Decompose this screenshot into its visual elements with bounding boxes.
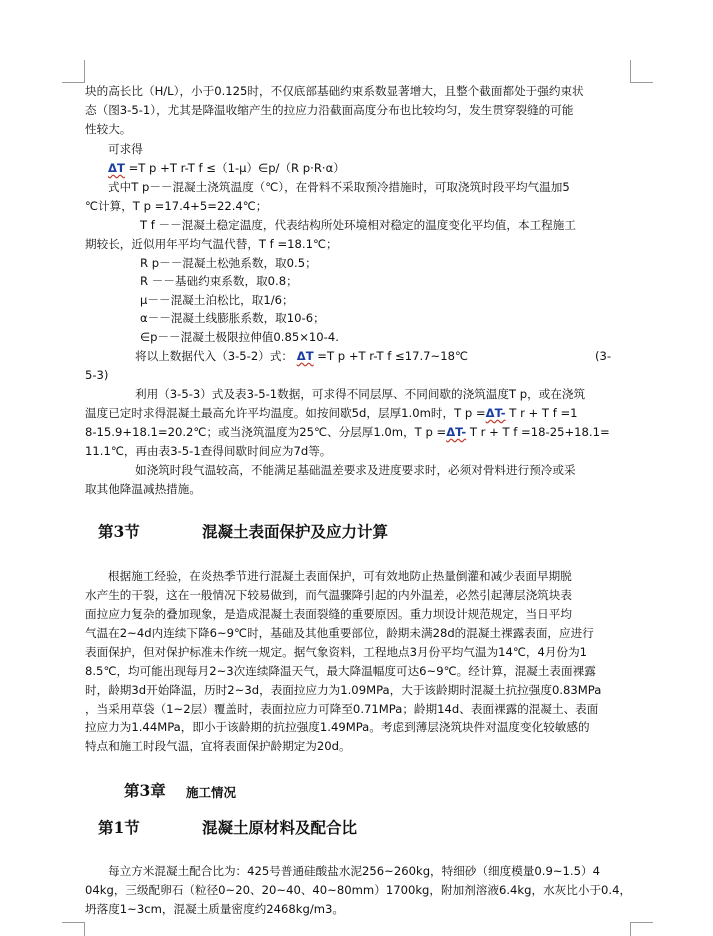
text-line: 性较大。 [85, 122, 132, 136]
crop-mark-top-left [62, 60, 85, 83]
formula-line [135, 347, 468, 366]
text-line: 气温在2~4d内连续下降6~9℃时，基础及其他重要部位，龄期未满28d的混凝土裸露表面，应进行 [85, 626, 594, 640]
text-line: 如浇筑时段气温较高，不能满足基础温差要求及进度要求时，必须对骨料进行预冷或采 [135, 463, 576, 477]
formula-text: =T p +T r-T f ≤（1-μ）∈p/（R p·R·α） [128, 161, 345, 175]
text-line: 利用（3-5-3）式及表3-5-1数据，可求得不同层厚、不同间歇的浇筑温度T p，或在浇筑 [135, 387, 586, 401]
text-line: 11.1℃，再由表3-5-1查得间歇时间应为7d等。 [85, 444, 332, 458]
delta-t-symbol: ΔT- [446, 425, 467, 439]
formula-text: =T p +T r-T f ≤17.7~18℃ [317, 349, 468, 363]
formula-line [108, 159, 345, 178]
text-line: 8-15.9+18.1=20.2℃；或当浇筑温度为25℃、分层厚1.0m，T p =ΔT- T r + T f =18-25+18.1= [85, 425, 610, 439]
chapter-number: 第3章 [124, 781, 166, 800]
text-line: 块的高长比（H/L），小于0.125时，不仅底部基础约束系数显著增大，且整个截面都处于强约束状 [85, 84, 584, 98]
crop-mark-bottom-right [630, 922, 653, 936]
delta-t-symbol: ΔT [296, 349, 314, 363]
text-line: 期较长，近似用年平均气温代替，T f =18.1℃； [85, 237, 338, 251]
text-line: 面拉应力复杂的叠加现象，是造成混凝土表面裂缝的重要原因。重力坝设计规范规定，当日平均 [85, 607, 572, 621]
text-line: 04kg，三级配卵石（粒径0~20、20~40、40~80mm）1700kg，附加剂溶液6.4kg，水灰比小于0.4， [85, 883, 632, 897]
section-number: 第1节 [98, 818, 140, 837]
section-title: 混凝土表面保护及应力计算 [202, 522, 389, 541]
section-number: 第3节 [98, 522, 140, 541]
text-line: 取其他降温减热措施。 [85, 482, 201, 496]
equation-number: (3- [595, 349, 612, 363]
definition-line: ∈p－－混凝土极限拉伸值0.85×10-4. [140, 330, 339, 344]
text-line: 表面保护，但对保护标准未作统一规定。据气象资料，工程地点3月份平均气温为14℃，4月份为1 [85, 645, 588, 659]
text-line: 可求得 [108, 142, 143, 156]
definition-line: α－－混凝土线膨胀系数，取10-6； [140, 311, 325, 325]
text-line: 坍落度1~3cm，混凝土质量密度约2468kg/m3。 [85, 902, 345, 916]
definition-line: R －－基础约束系数，取0.8； [140, 274, 298, 288]
section-title: 混凝土原材料及配合比 [202, 818, 358, 837]
crop-mark-bottom-left [62, 922, 85, 936]
text-line: 式中T p－－混凝土浇筑温度（℃），在骨料不采取预冷措施时，可取浇筑时段平均气温加5 [108, 180, 570, 194]
text-line: 每立方米混凝土配合比为：425号普通硅酸盐水泥256~260kg，特细砂（细度模量0.9~1.5）4 [108, 864, 600, 878]
text-line: 态（图3-5-1），尤其是降温收缩产生的拉应力沿截面高度分布也比较均匀，发生贯穿裂缝的可能 [85, 103, 574, 117]
text-line: T f －－混凝土稳定温度，代表结构所处环境相对稳定的温度变化平均值，本工程施工 [140, 218, 576, 232]
crop-mark-top-right [630, 60, 653, 83]
text-line: 根据施工经验，在炎热季节进行混凝土表面保护，可有效地防止热量倒灌和减少表面早期脱 [108, 569, 572, 583]
definition-line: μ－－混凝土泊松比，取1/6； [140, 293, 294, 307]
text-line: ，当采用草袋（1~2层）覆盖时，表面拉应力可降至0.71MPa；龄期14d、表面裸露的混凝土、表面 [85, 702, 599, 716]
text-line: 水产生的干裂，这在一般情况下较易做到，而气温骤降引起的内外温差，必然引起薄层浇筑块表 [85, 588, 572, 602]
text-line: 拉应力为1.44MPa，即小于该龄期的抗拉强度1.49MPa。考虑到薄层浇筑块件对温度变化较敏感的 [85, 720, 590, 734]
text-line: 8.5℃，均可能出现每月2~3次连续降温天气，最大降温幅度可达6~9℃。经计算，混凝土表面裸露 [85, 664, 596, 678]
definition-line: R p－－混凝土松弛系数，取0.5； [140, 256, 317, 270]
text-line: 时，龄期3d开始降温，历时2~3d，表面拉应力为1.09MPa，大于该龄期时混凝土抗拉强度0.83MPa [85, 683, 602, 697]
equation-number: 5-3) [85, 368, 109, 382]
delta-t-symbol: ΔT [108, 161, 125, 175]
text-line: 温度已定时求得混凝土最高允许平均温度。如按间歇5d，层厚1.0m时，T p =ΔT- T r + T f =1 [85, 406, 578, 420]
text-line: 特点和施工时段气温，宜将表面保护龄期定为20d。 [85, 739, 351, 753]
text-line: ℃计算，T p =17.4+5=22.4℃； [85, 199, 268, 213]
delta-t-symbol: ΔT- [485, 406, 506, 420]
chapter-title: 施工情况 [186, 785, 237, 800]
formula-intro: 将以上数据代入（3-5-2）式： [135, 349, 294, 363]
